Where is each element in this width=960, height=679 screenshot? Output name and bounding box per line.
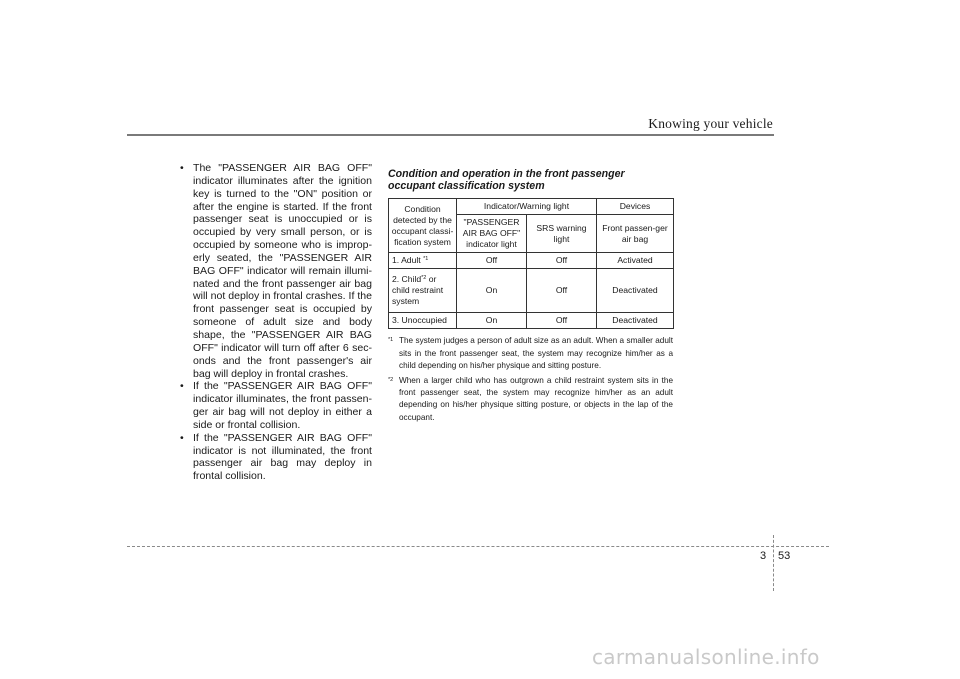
cell-airbag: Deactivated <box>597 269 674 313</box>
page-number: 53 <box>778 550 791 562</box>
section-title: Knowing your vehicle <box>648 116 773 131</box>
header-rule <box>127 134 774 136</box>
footnote-mark: *2 <box>421 275 427 282</box>
footnote-text: When a larger child who has outgrown a child restraint system sits in the front passenger seat, the system may recognize him/her as an adult depending on his/her physique sitting posture, or objects in the lap of the occupant. <box>399 376 673 422</box>
cell-srs: Off <box>527 269 597 313</box>
footnotes <box>388 335 673 423</box>
condition-table <box>388 198 674 329</box>
header-devices: Devices <box>597 199 674 215</box>
header-front-airbag: Front passen-ger air bag <box>597 215 674 253</box>
footnote-mark: *2 <box>388 377 394 384</box>
row-label: 3. Unoccupied <box>389 313 457 329</box>
chapter-number: 3 <box>760 550 767 562</box>
cell-airbag: Activated <box>597 253 674 269</box>
header-indicator-group: Indicator/Warning light <box>457 199 597 215</box>
header-srs: SRS warning light <box>527 215 597 253</box>
cell-srs: Off <box>527 313 597 329</box>
table-title: Condition and operation in the front passenger occupant classification system <box>388 168 625 193</box>
cell-pab: Off <box>457 253 527 269</box>
cell-pab: On <box>457 313 527 329</box>
footer-rule <box>127 546 829 547</box>
bullet-item-1: • The "PASSENGER AIR BAG OFF" indicator illuminates after the ignition key is turned to the "ON" position or after the engine is started. If the front passenger seat is unoccupied or is occupied by very small person, or is occupied by someone who is improperly seated, the "PASSENGER AIR BAG OFF" indicator will remain illuminated and the front passenger air bag will not deploy in frontal crashes. If the front passenger seat is occupied by someone of adult size and body shape, the "PASSENGER AIR BAG OFF" indicator will turn off after 6 seconds and the front passenger's air bag will deploy in frontal crashes. <box>179 162 372 380</box>
table-row <box>389 253 674 269</box>
bullet-list <box>179 162 372 483</box>
bullet-item-3: • If the "PASSENGER AIR BAG OFF" indicator is not illuminated, the front passenger air bag may deploy in frontal collision. <box>179 432 372 483</box>
right-column <box>388 168 673 427</box>
row-label: 1. Adult $^{*1}$ <box>389 253 457 269</box>
left-column <box>179 162 372 483</box>
cell-pab: On <box>457 269 527 313</box>
table-row <box>389 313 674 329</box>
cell-srs: Off <box>527 253 597 269</box>
bullet-item-2: • If the "PASSENGER AIR BAG OFF" indicator illuminates, the front passenger air bag will not deploy in either a side or frontal collision. <box>179 380 372 431</box>
watermark: carmanualsonline.info <box>592 645 820 669</box>
header-pab-off: "PASSENGER AIR BAG OFF" indicator light <box>457 215 527 253</box>
table-row <box>389 269 674 313</box>
footnote-1 <box>388 335 673 372</box>
page-divider <box>773 535 774 591</box>
footnote-text: The system judges a person of adult size as an adult. When a smaller adult sits in the front passenger seat, the system may recognize him/her as a child depending on his/her physique and sitting posture. <box>399 336 673 370</box>
cell-airbag: Deactivated <box>597 313 674 329</box>
table-header-row-1 <box>389 199 674 215</box>
footnote-mark: *1 <box>388 337 394 344</box>
footnote-2 <box>388 375 673 424</box>
footnote-mark: *1 <box>423 256 429 263</box>
row-label: 2. Child$^{*2}$ or child restraint system <box>389 269 457 313</box>
header-condition: Condition detected by the occupant classi-fication system <box>389 199 457 253</box>
